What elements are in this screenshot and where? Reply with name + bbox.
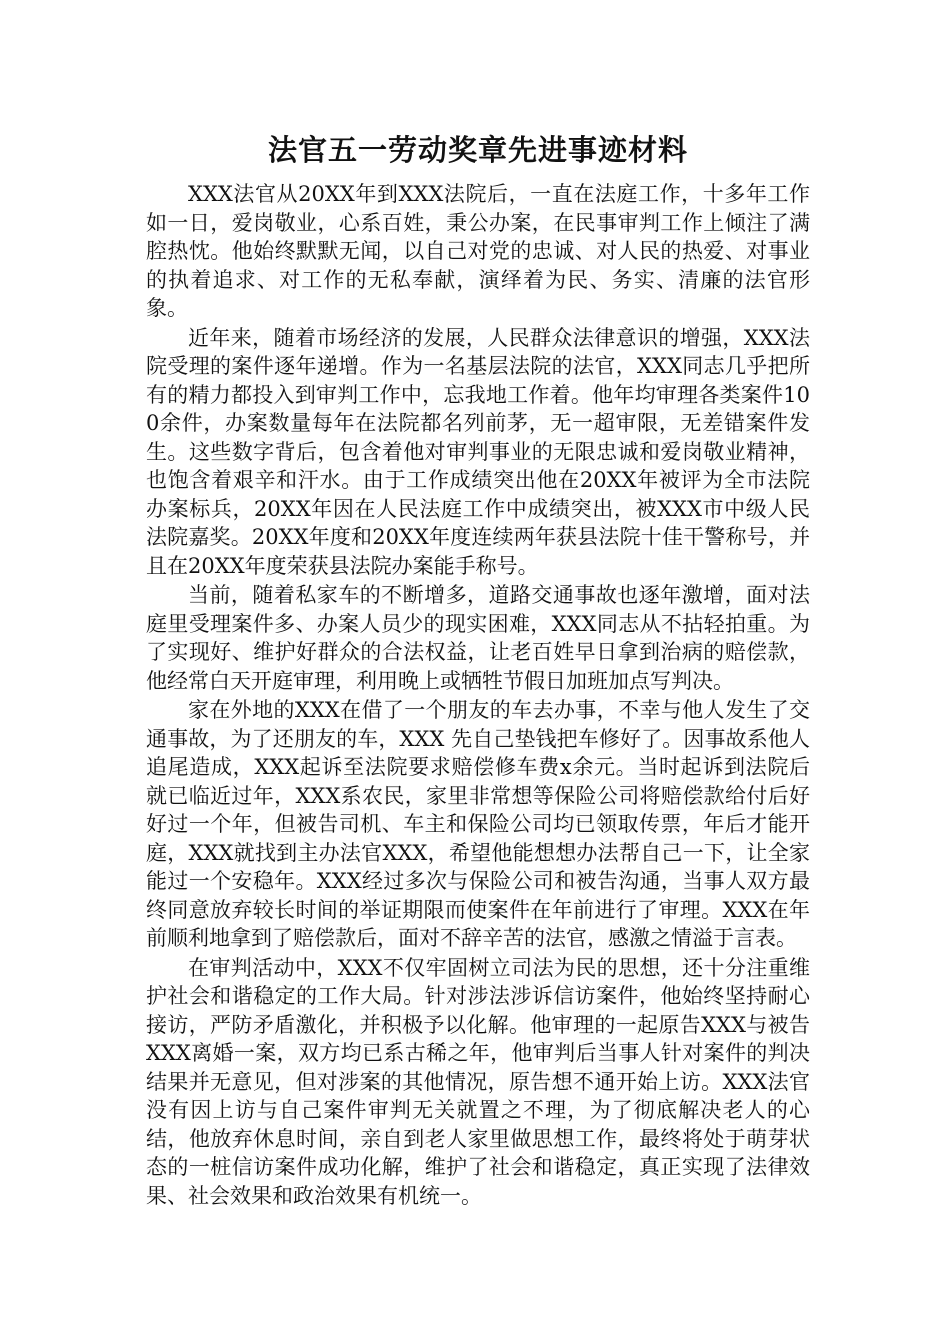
paragraph-1: XXX法官从20XX年到XXX法院后，一直在法庭工作，十多年工作如一日，爱岗敬业，心系百姓，秉公办案，在民事审判工作上倾注了满腔热忱。他始终默默无闻，以自己对党的忠诚、对人民的热爱、对事业的执着追求、对工作的无私奉献，演绎着为民、务实、清廉的法官形象。	[146, 182, 810, 320]
document-title: 法官五一劳动奖章先进事迹材料	[267, 133, 688, 167]
paragraph-4: 家在外地的XXX在借了一个朋友的车去办事，不幸与他人发生了交通事故，为了还朋友的车，XXX 先自己垫钱把车修好了。因事故系他人追尾造成，XXX起诉至法院要求赔偿修车费x余元。当时起诉到法院后就已临近过年，XXX系农民，家里非常想等保险公司将赔偿款给付后好好过一个年，但被告司机、车主和保险公司均已领取传票，年后才能开庭，XXX就找到主办法官XXX，希望他能想想办法帮自己一下，让全家能过一个安稳年。XXX经过多次与保险公司和被告沟通，当事人双方最终同意放弃较长时间的举证期限而使案件在年前进行了审理。XXX在年前顺利地拿到了赔偿款后，面对不辞辛苦的法官，感激之情溢于言表。	[146, 698, 810, 950]
document-page	[146, 128, 810, 1211]
paragraph-2: 近年来，随着市场经济的发展，人民群众法律意识的增强，XXX法院受理的案件逐年递增。作为一名基层法院的法官，XXX同志几乎把所有的精力都投入到审判工作中，忘我地工作着。他年均审理各类案件100余件，办案数量每年在法院都名列前茅，无一超审限，无差错案件发生。这些数字背后，包含着他对审判事业的无限忠诚和爱岗敬业精神，也饱含着艰辛和汗水。由于工作成绩突出他在20XX年被评为全市法院办案标兵，20XX年因在人民法庭工作中成绩突出，被XXX市中级人民法院嘉奖。20XX年度和20XX年度连续两年获县法院十佳干警称号，并且在20XX年度荣获县法院办案能手称号。	[146, 325, 810, 578]
paragraph-3: 当前，随着私家车的不断增多，道路交通事故也逐年激增，面对法庭里受理案件多、办案人员少的现实困难，XXX同志从不拈轻拍重。为了实现好、维护好群众的合法权益，让老百姓早日拿到治病的赔偿款，他经常白天开庭审理，利用晚上或牺牲节假日加班加点写判决。	[146, 583, 810, 693]
paragraph-5: 在审判活动中，XXX不仅牢固树立司法为民的思想，还十分注重维护社会和谐稳定的工作大局。针对涉法涉诉信访案件，他始终坚持耐心接访，严防矛盾激化，并积极予以化解。他审理的一起原告XXX与被告XXX离婚一案，双方均已系古稀之年，他审判后当事人针对案件的判决结果并无意见，但对涉案的其他情况，原告想不通开始上访。XXX法官没有因上访与自己案件审判无关就置之不理，为了彻底解决老人的心结，他放弃休息时间，亲自到老人家里做思想工作，最终将处于萌芽状态的一桩信访案件成功化解，维护了社会和谐稳定，真正实现了法律效果、社会效果和政治效果有机统一。	[146, 955, 810, 1208]
